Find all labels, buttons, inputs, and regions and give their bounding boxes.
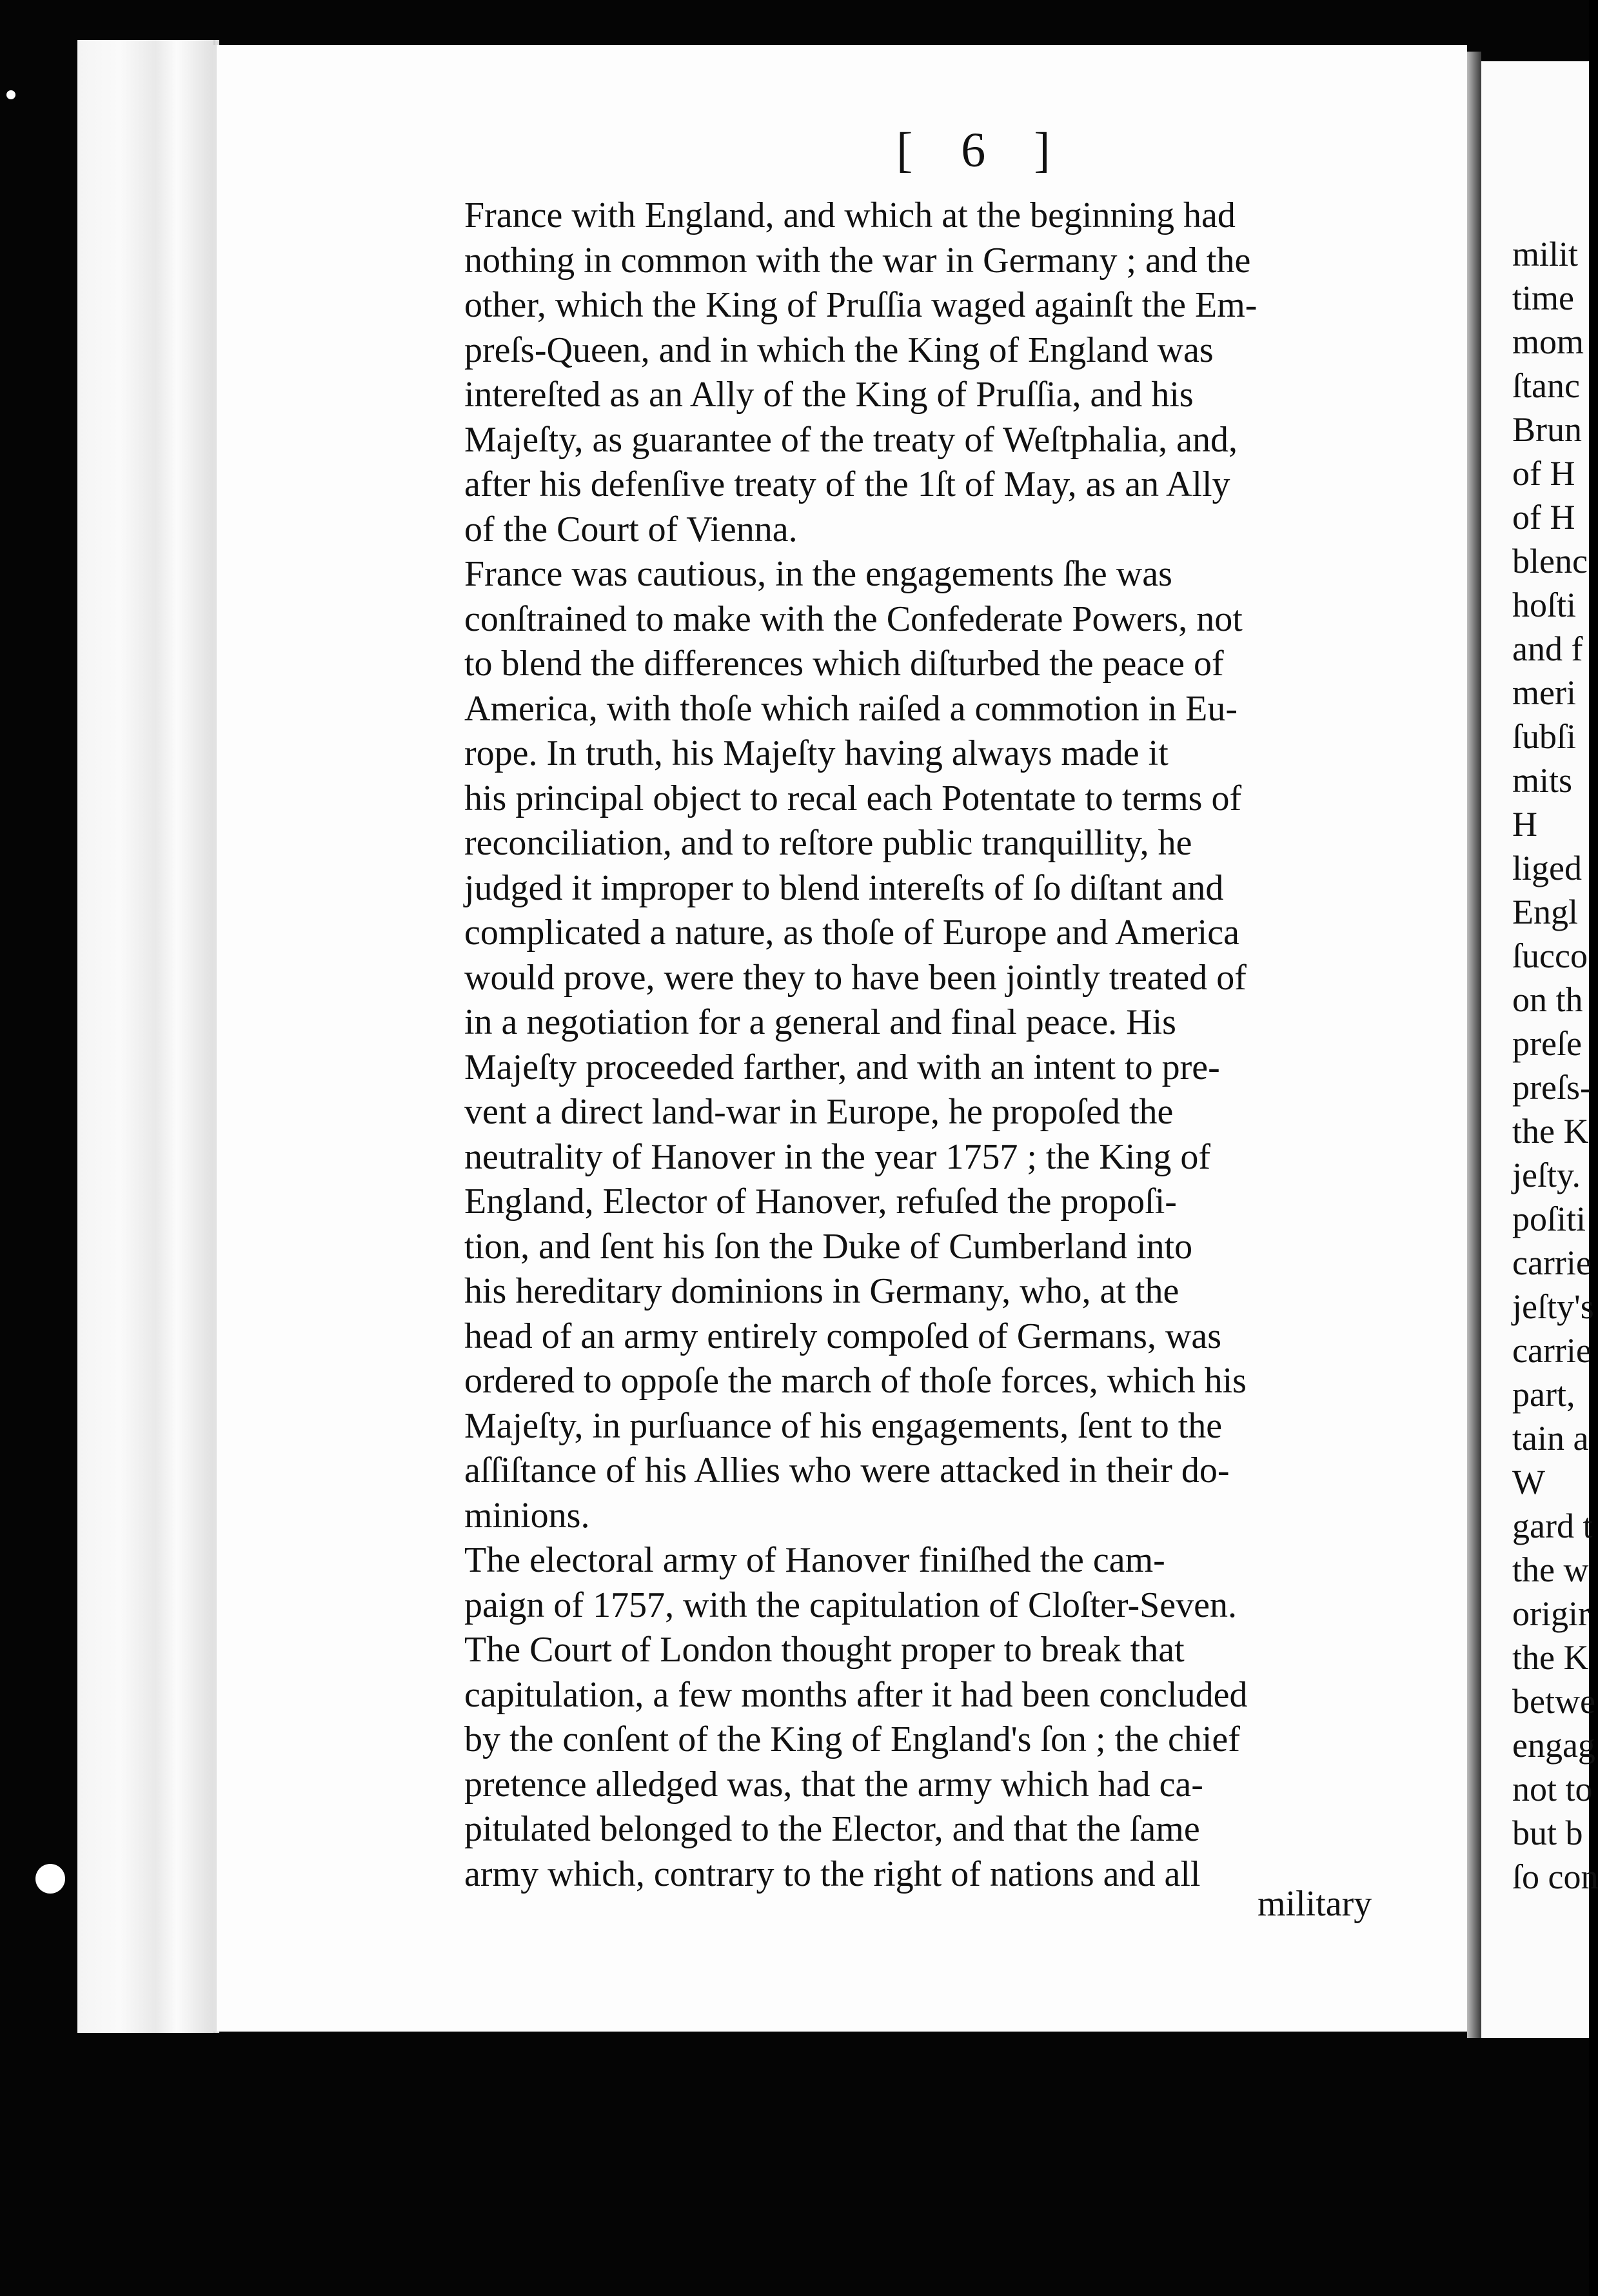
text-line: betwe xyxy=(1512,1682,1595,1721)
text-line: ſubſi xyxy=(1512,717,1577,756)
text-line: America, with thoſe which raiſed a commotion in Eu- xyxy=(464,688,1238,729)
text-line: aſſiſtance of his Allies who were attacked in their do- xyxy=(464,1450,1230,1490)
text-line: but b xyxy=(1512,1814,1583,1852)
text-line: nothing in common with the war in Germany ; and the xyxy=(464,240,1251,281)
text-line: W xyxy=(1512,1463,1545,1501)
text-line: his principal object to recal each Potentate to terms of xyxy=(464,778,1242,818)
text-line: of H xyxy=(1512,454,1575,493)
text-line: the K xyxy=(1512,1112,1589,1151)
text-line: neutrality of Hanover in the year 1757 ; the King of xyxy=(464,1136,1210,1177)
text-line: complicated a nature, as thoſe of Europe and America xyxy=(464,913,1239,953)
text-line: rope. In truth, his Majeſty having always made it xyxy=(464,733,1169,773)
text-line: would prove, were they to have been jointly treated of xyxy=(464,957,1247,998)
text-line: his hereditary dominions in Germany, who, at the xyxy=(464,1271,1179,1311)
text-line: reconciliation, and to reſtore public tranquillity, he xyxy=(464,823,1192,863)
text-line: Majeſty, in purſuance of his engagements, ſent to the xyxy=(464,1405,1223,1446)
text-line: paign of 1757, with the capitulation of Cloſter-Seven. xyxy=(464,1585,1237,1625)
left-page-edges xyxy=(77,40,219,2033)
text-line: not to xyxy=(1512,1770,1593,1808)
text-line: carrie xyxy=(1512,1243,1592,1282)
text-line: to blend the differences which diſturbed the peace of xyxy=(464,644,1224,684)
text-line: The electoral army of Hanover finiſhed the cam- xyxy=(464,1540,1165,1580)
text-line: preſs- xyxy=(1512,1068,1592,1107)
text-line: meri xyxy=(1512,673,1576,712)
text-line: tion, and ſent his ſon the Duke of Cumberland into xyxy=(464,1226,1193,1267)
text-line: intereſted as an Ally of the King of Pruſſia, and his xyxy=(464,375,1194,415)
text-line: engag xyxy=(1512,1726,1595,1765)
text-line: mits xyxy=(1512,761,1573,800)
text-line: part, xyxy=(1512,1375,1575,1414)
text-line: Brun xyxy=(1512,410,1582,449)
text-line: on th xyxy=(1512,980,1583,1019)
text-line: pretence alledged was, that the army which had ca- xyxy=(464,1764,1203,1805)
text-line: time xyxy=(1512,279,1574,317)
text-line: gard t xyxy=(1512,1507,1593,1545)
text-line: liged xyxy=(1512,849,1582,887)
page-body-text xyxy=(464,193,1445,1897)
text-line: England, Elector of Hanover, refuſed the propoſi- xyxy=(464,1182,1177,1222)
text-line: Majeſty proceeded farther, and with an intent to pre- xyxy=(464,1047,1220,1087)
text-line: Majeſty, as guarantee of the treaty of Weſtphalia, and, xyxy=(464,419,1238,460)
text-line: ordered to oppoſe the march of thoſe forces, which his xyxy=(464,1361,1247,1401)
text-line: preſs-Queen, and in which the King of England was xyxy=(464,330,1214,370)
book-gutter xyxy=(1467,52,1481,2038)
text-line: in a negotiation for a general and final peace. His xyxy=(464,1002,1176,1042)
text-line: capitulation, a few months after it had been concluded xyxy=(464,1674,1248,1715)
text-line: minions. xyxy=(464,1495,590,1536)
catchword: military xyxy=(1258,1884,1372,1924)
text-line: after his defenſive treaty of the 1ſt of May, as an Ally xyxy=(464,464,1230,504)
text-line: mom xyxy=(1512,322,1584,361)
text-line: France was cautious, in the engagements ſhe was xyxy=(464,554,1172,594)
text-line: army which, contrary to the right of nations and all xyxy=(464,1854,1201,1894)
text-line: judged it improper to blend intereſts of ſo diſtant and xyxy=(464,867,1224,908)
text-line: ſtanc xyxy=(1512,366,1580,405)
next-page-text-fragment xyxy=(1512,232,1598,1899)
text-line: other, which the King of Pruſſia waged againſt the Em- xyxy=(464,285,1258,325)
text-line: of the Court of Vienna. xyxy=(464,509,798,549)
text-line: ſo con xyxy=(1512,1857,1598,1896)
text-line: milit xyxy=(1512,235,1579,273)
text-line: Engl xyxy=(1512,893,1578,931)
text-line: H xyxy=(1512,805,1537,844)
text-line: vent a direct land-war in Europe, he propoſed the xyxy=(464,1092,1174,1132)
paper-speck xyxy=(35,1864,65,1894)
text-line: origir xyxy=(1512,1594,1590,1633)
text-line: the K xyxy=(1512,1638,1589,1677)
text-line: and f xyxy=(1512,629,1583,668)
text-line: blenc xyxy=(1512,542,1588,580)
text-line: poſiti xyxy=(1512,1200,1586,1238)
text-line: the w xyxy=(1512,1550,1589,1589)
page-number: [ 6 ] xyxy=(896,123,1069,177)
text-line: France with England, and which at the beginning had xyxy=(464,195,1236,235)
text-line: The Court of London thought proper to break that xyxy=(464,1630,1185,1670)
text-line: jeſty. xyxy=(1512,1156,1581,1194)
text-line: head of an army entirely compoſed of Germans, was xyxy=(464,1316,1222,1356)
text-line: pitulated belonged to the Elector, and that the ſame xyxy=(464,1809,1200,1849)
text-line: of H xyxy=(1512,498,1575,537)
text-line: jeſty's xyxy=(1512,1287,1594,1326)
text-line: ſucco xyxy=(1512,936,1588,975)
text-line: conſtrained to make with the Confederate Powers, not xyxy=(464,599,1243,639)
text-line: preſe xyxy=(1512,1024,1582,1063)
text-line: carrie xyxy=(1512,1331,1592,1370)
text-line: tain a xyxy=(1512,1419,1589,1458)
text-line: hoſti xyxy=(1512,586,1577,624)
paper-speck xyxy=(6,90,15,99)
text-line: by the conſent of the King of England's ſon ; the chief xyxy=(464,1719,1240,1759)
